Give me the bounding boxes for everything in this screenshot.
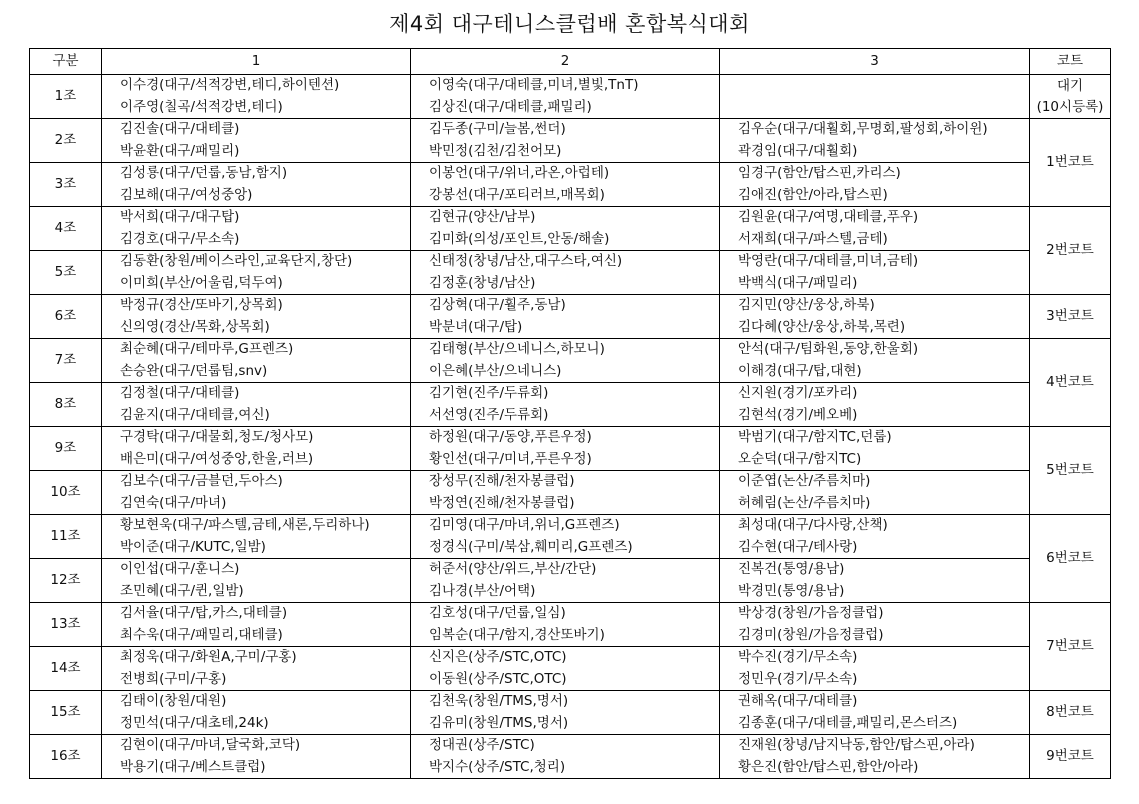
court-cell [1030, 735, 1111, 779]
team-cell-1 [102, 515, 411, 559]
player-name: 김애진(함안/아라,탑스핀) [738, 186, 888, 203]
player-name: 이주영(칠곡/석적강변,테디) [120, 98, 283, 115]
player-name: 오순덕(대구/함지TC) [738, 450, 862, 467]
player-name: 김정훈(창녕/남산) [429, 274, 536, 291]
player-name: 전병희(구미/구홍) [120, 670, 227, 687]
player-name: 황은진(함안/탑스핀,함안/아라) [738, 758, 919, 775]
court-cell [1030, 75, 1111, 119]
group-label: 15조 [30, 691, 102, 735]
team-cell-3 [720, 295, 1030, 339]
team-cell-3 [720, 735, 1030, 779]
player-name: 곽경임(대구/대훨회) [738, 142, 858, 159]
player-name: 이인섭(대구/훈니스) [120, 561, 240, 577]
team-cell-2 [411, 383, 720, 427]
player-name: 임경구(함안/탑스핀,카리스) [738, 165, 901, 181]
court-cell [1030, 603, 1111, 691]
group-row [30, 691, 1111, 735]
player-name: 손승완(대구/던룹팀,snv) [120, 362, 268, 379]
player-name: 김상혁(대구/훨주,동남) [429, 297, 566, 313]
player-name: 서재희(대구/파스텔,금테) [738, 230, 888, 247]
player-name: 하정원(대구/동양,푸른우정) [429, 429, 592, 445]
player-name: 김동환(창원/베이스라인,교육단지,창단) [120, 253, 353, 269]
player-name: 이미희(부산/어울림,덕두여) [120, 274, 283, 291]
player-name: 김수현(대구/테사랑) [738, 538, 858, 555]
player-name: 박백식(대구/패밀리) [738, 274, 858, 291]
player-name: 이동원(상주/STC,OTC) [429, 670, 567, 687]
player-name: 박상경(창원/가음정클럽) [738, 605, 884, 621]
court-label: 4번코트 [1046, 374, 1094, 390]
court-cell [1030, 295, 1111, 339]
team-cell-3 [720, 207, 1030, 251]
group-row [30, 251, 1111, 295]
group-row [30, 163, 1111, 207]
team-cell-3 [720, 691, 1030, 735]
player-name: 김기현(진주/두류회) [429, 385, 549, 401]
team-cell-2 [411, 559, 720, 603]
player-name: 김연숙(대구/마녀) [120, 494, 227, 511]
player-name: 김윤지(대구/대테클,여신) [120, 406, 270, 423]
player-name: 이영숙(대구/대테클,미녀,별빛,TnT) [429, 77, 639, 93]
group-label: 5조 [30, 251, 102, 295]
group-row [30, 119, 1111, 163]
team-cell-2 [411, 603, 720, 647]
court-label: 9번코트 [1046, 748, 1094, 764]
court-cell [1030, 207, 1111, 295]
group-row [30, 735, 1111, 779]
team-cell-3 [720, 251, 1030, 295]
team-cell-3 [720, 427, 1030, 471]
team-cell-1 [102, 119, 411, 163]
team-cell-3 [720, 515, 1030, 559]
court-cell [1030, 427, 1111, 515]
team-cell-2 [411, 163, 720, 207]
player-name: 진복건(통영/용남) [738, 561, 845, 577]
player-name: 김미영(대구/마녀,위너,G프렌즈) [429, 517, 620, 533]
team-cell-3 [720, 647, 1030, 691]
player-name: 이준엽(논산/주름치마) [738, 473, 871, 489]
player-name: 서선영(진주/두류회) [429, 406, 549, 423]
player-name: 배은미(대구/여성중앙,한울,러브) [120, 450, 314, 467]
court-label: 5번코트 [1046, 462, 1094, 478]
team-cell-2 [411, 471, 720, 515]
team-cell-1 [102, 471, 411, 515]
group-row [30, 339, 1111, 383]
player-name: 김다혜(양산/웅상,하북,목련) [738, 318, 906, 335]
team-cell-2 [411, 427, 720, 471]
player-name: 김현이(대구/마녀,달국화,코닥) [120, 737, 301, 753]
player-name: 정경식(구미/북삼,훼미리,G프렌즈) [429, 538, 633, 555]
court-label: 3번코트 [1046, 308, 1094, 324]
team-cell-1 [102, 735, 411, 779]
player-name: 김지민(양산/웅상,하북) [738, 297, 875, 313]
player-name: 강봉선(대구/포티러브,매목회) [429, 186, 605, 203]
court-label: 1번코트 [1046, 154, 1094, 170]
player-name: 박정규(경산/또바기,상목회) [120, 297, 283, 313]
court-cell [1030, 119, 1111, 207]
player-name: 이은혜(부산/으네니스) [429, 362, 562, 379]
team-cell-3 [720, 471, 1030, 515]
court-cell [1030, 339, 1111, 427]
team-cell-3 [720, 119, 1030, 163]
court-label: 6번코트 [1046, 550, 1094, 566]
team-cell-2 [411, 647, 720, 691]
team-cell-3 [720, 603, 1030, 647]
player-name: 김호성(대구/던룹,일심) [429, 605, 566, 621]
group-label: 10조 [30, 471, 102, 515]
player-name: 이봉언(대구/위너,라온,아럽테) [429, 165, 610, 181]
team-cell-1 [102, 691, 411, 735]
player-name: 임복순(대구/함지,경산또바기) [429, 626, 605, 643]
group-label: 1조 [30, 75, 102, 119]
player-name: 신지원(경기/포카리) [738, 385, 858, 401]
court-cell [1030, 515, 1111, 603]
player-name: 박지수(상주/STC,청리) [429, 758, 566, 775]
group-label: 12조 [30, 559, 102, 603]
header-team-1: 1 [102, 49, 411, 75]
player-name: 김천욱(창원/TMS,명서) [429, 693, 569, 709]
group-label: 13조 [30, 603, 102, 647]
player-name: 김상진(대구/대테클,패밀리) [429, 98, 592, 115]
team-cell-3 [720, 383, 1030, 427]
team-cell-1 [102, 75, 411, 119]
player-name: 안석(대구/팀화원,동양,한울회) [738, 341, 919, 357]
team-cell-1 [102, 251, 411, 295]
team-cell-3 [720, 559, 1030, 603]
group-label: 2조 [30, 119, 102, 163]
player-name: 김태이(창원/대원) [120, 693, 227, 709]
court-cell [1030, 691, 1111, 735]
player-name: 김두종(구미/늘봄,썬더) [429, 121, 566, 137]
court-label: 7번코트 [1046, 638, 1094, 654]
group-label: 11조 [30, 515, 102, 559]
player-name: 김우순(대구/대훨회,무명회,팔성회,하이윈) [738, 121, 988, 137]
group-label: 3조 [30, 163, 102, 207]
player-name: 김정철(대구/대테클) [120, 385, 240, 401]
team-cell-2 [411, 691, 720, 735]
player-name: 정민우(경기/무소속) [738, 670, 858, 687]
player-name: 김경미(창원/가음정클럽) [738, 626, 884, 643]
header-team-3: 3 [720, 49, 1030, 75]
player-name: 황보현욱(대구/파스텔,금테,새론,두리하나) [120, 517, 370, 533]
group-row [30, 647, 1111, 691]
player-name: 김나경(부산/어택) [429, 582, 536, 599]
player-name: 조민혜(대구/퀸,일밤) [120, 582, 244, 599]
player-name: 박이준(대구/KUTC,일밤) [120, 538, 266, 555]
player-name: 김태형(부산/으네니스,하모니) [429, 341, 605, 357]
group-label: 6조 [30, 295, 102, 339]
group-label: 16조 [30, 735, 102, 779]
player-name: 김서율(대구/탑,카스,대테클) [120, 605, 288, 621]
group-row [30, 383, 1111, 427]
player-name: 허준서(양산/위드,부산/간단) [429, 561, 597, 577]
court-label: (10시등록) [1036, 98, 1104, 115]
team-cell-1 [102, 207, 411, 251]
group-row [30, 559, 1111, 603]
player-name: 김보해(대구/여성중앙) [120, 186, 253, 203]
team-cell-1 [102, 295, 411, 339]
team-cell-2 [411, 339, 720, 383]
team-cell-1 [102, 603, 411, 647]
group-row [30, 515, 1111, 559]
header-court: 코트 [1030, 49, 1111, 75]
team-cell-3 [720, 163, 1030, 207]
player-name: 김유미(창원/TMS,명서) [429, 714, 569, 731]
team-cell-1 [102, 339, 411, 383]
player-name: 박용기(대구/베스트클럽) [120, 758, 266, 775]
bracket-table [29, 48, 1111, 779]
player-name: 김성룡(대구/던룹,동남,함지) [120, 165, 288, 181]
player-name: 김현규(양산/남부) [429, 209, 536, 225]
player-name: 신태정(창녕/남산,대구스타,여신) [429, 253, 623, 269]
player-name: 김원윤(대구/여명,대테클,푸우) [738, 209, 919, 225]
player-name: 박경민(통영/용남) [738, 582, 845, 599]
player-name: 구경탁(대구/대물회,청도/청사모) [120, 429, 314, 445]
team-cell-2 [411, 515, 720, 559]
team-cell-1 [102, 559, 411, 603]
header-group: 구분 [30, 49, 102, 75]
player-name: 장성무(진해/천자봉클럽) [429, 473, 575, 489]
group-label: 8조 [30, 383, 102, 427]
group-label: 4조 [30, 207, 102, 251]
header-row [30, 49, 1111, 75]
team-cell-1 [102, 383, 411, 427]
group-row [30, 295, 1111, 339]
team-cell-3 [720, 75, 1030, 119]
player-name: 김미화(의성/포인트,안동/해솔) [429, 230, 610, 247]
player-name: 진재원(창녕/남지낙동,함안/탑스핀,아라) [738, 737, 975, 753]
player-name: 박영란(대구/대테클,미녀,금테) [738, 253, 919, 269]
group-row [30, 471, 1111, 515]
court-label: 대기 [1056, 77, 1084, 94]
player-name: 허혜림(논산/주름치마) [738, 494, 871, 511]
player-name: 박윤환(대구/패밀리) [120, 142, 240, 159]
team-cell-1 [102, 427, 411, 471]
player-name: 박민정(김천/김천어모) [429, 142, 562, 159]
team-cell-2 [411, 295, 720, 339]
player-name: 박범기(대구/함지TC,던룹) [738, 429, 892, 445]
group-row [30, 603, 1111, 647]
team-cell-3 [720, 339, 1030, 383]
court-label: 8번코트 [1046, 704, 1094, 720]
team-cell-2 [411, 207, 720, 251]
player-name [738, 75, 1029, 97]
player-name: 최순혜(대구/테마루,G프렌즈) [120, 341, 294, 357]
player-name: 최수욱(대구/패밀리,대테클) [120, 626, 283, 643]
player-name: 권해옥(대구/대테클) [738, 693, 858, 709]
page-title: 제4회 대구테니스클럽배 혼합복식대회 [389, 12, 750, 36]
team-cell-2 [411, 735, 720, 779]
group-label: 14조 [30, 647, 102, 691]
player-name: 정대권(상주/STC) [429, 737, 535, 753]
group-label: 7조 [30, 339, 102, 383]
player-name: 김진솔(대구/대테클) [120, 121, 240, 137]
header-team-2: 2 [411, 49, 720, 75]
player-name: 김현석(경기/베오베) [738, 406, 858, 423]
player-name: 김종훈(대구/대테클,패밀리,몬스터즈) [738, 714, 958, 731]
group-row [30, 427, 1111, 471]
group-row [30, 207, 1111, 251]
player-name: 박정연(진해/천자봉클럽) [429, 494, 575, 511]
player-name [738, 97, 1029, 119]
group-row [30, 75, 1111, 119]
player-name: 이수경(대구/석적강변,테디,하이텐션) [120, 77, 340, 93]
team-cell-1 [102, 647, 411, 691]
player-name: 정민석(대구/대초테,24k) [120, 714, 269, 731]
team-cell-1 [102, 163, 411, 207]
player-name: 신의영(경산/목화,상목회) [120, 318, 270, 335]
player-name: 이해경(대구/탑,대현) [738, 362, 862, 379]
player-name: 박수진(경기/무소속) [738, 649, 858, 665]
player-name: 김경호(대구/무소속) [120, 230, 240, 247]
team-cell-2 [411, 75, 720, 119]
player-name: 최성대(대구/다사랑,산책) [738, 517, 888, 533]
bracket-body [30, 75, 1111, 779]
team-cell-2 [411, 119, 720, 163]
court-label: 2번코트 [1046, 242, 1094, 258]
team-cell-2 [411, 251, 720, 295]
player-name: 박분녀(대구/탑) [429, 318, 523, 335]
player-name: 최정욱(대구/화원A,구미/구홍) [120, 649, 297, 665]
group-label: 9조 [30, 427, 102, 471]
player-name: 김보수(대구/금블던,두아스) [120, 473, 283, 489]
player-name: 황인선(대구/미녀,푸른우정) [429, 450, 592, 467]
player-name: 신지은(상주/STC,OTC) [429, 649, 567, 665]
player-name: 박서희(대구/대구탑) [120, 209, 240, 225]
